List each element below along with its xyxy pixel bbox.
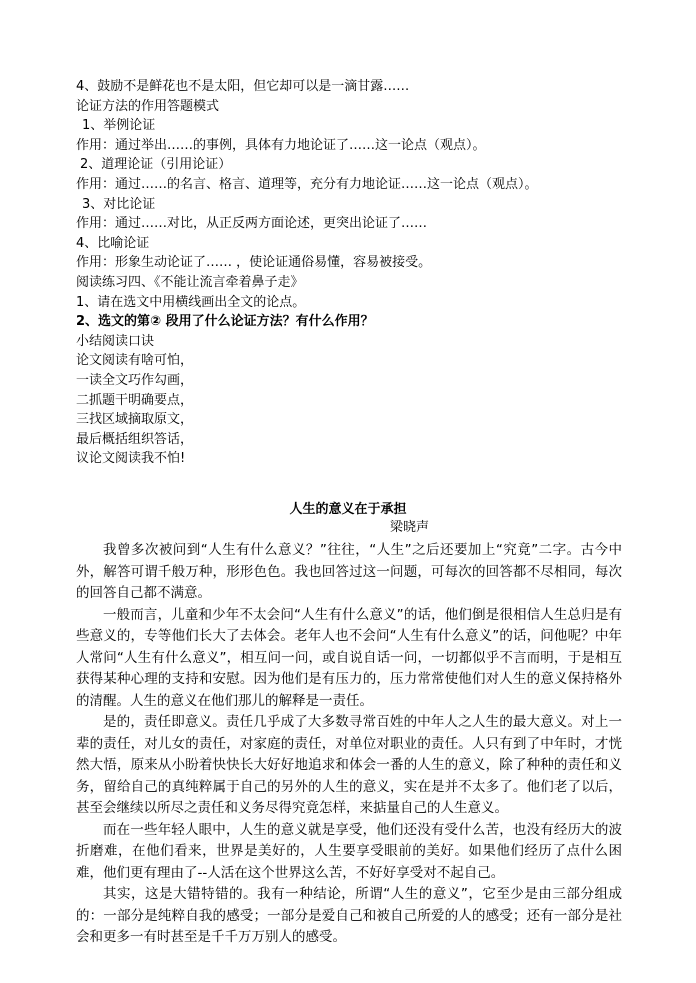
exercise-heading: 阅读练习四、《不能让流言牵着鼻子走》 xyxy=(76,274,304,290)
note-item-example-argument: 1、举例论证 xyxy=(82,118,156,134)
note-item-contrast-argument: 3、对比论证 xyxy=(82,196,156,212)
mnemonic-heading: 小结阅读口诀 xyxy=(76,333,155,349)
mnemonic-line-2: 一读全文巧作勾画， xyxy=(76,372,194,388)
mnemonic-line-3: 二抓题干明确要点， xyxy=(76,392,194,408)
article-paragraph-5: 其实，这是大错特错的。我有一种结论，所谓“人生的意义”，它至少是由三部分组成的：一部分是纯粹自我的感受；一部分是爱自己和被自己所爱的人的感受；还有一部分是社会和更多一有时甚至是千千万万别人的感受。 xyxy=(76,886,622,945)
study-notes-section xyxy=(76,77,636,469)
article-paragraph-3: 是的，责任即意义。责任几乎成了大多数寻常百姓的中年人之人生的最大意义。对上一辈的责任，对儿女的责任，对家庭的责任，对单位对职业的责任。人只有到了中年时，才恍然大悟，原来从小盼着快快长大好好地追求和体会一番的人生的意义，除了种种的责任和义务，留给自己的真纯粹属于自己的另外的人生的意义，实在是并不太多了。他们老了以后，甚至会继续以所尽之责任和义务尽得究竟怎样，来掂量自己的人生意义。 xyxy=(76,714,622,816)
note-function-contrast: 作用：通过……对比，从正反两方面论述，更突出论证了…… xyxy=(76,216,428,232)
note-item-reasoning-argument: 2、道理论证（引用论证） xyxy=(80,157,232,173)
note-function-example: 作用：通过举出……的事例，具体有力地论证了……这一论点（观点）。 xyxy=(76,137,486,153)
note-item-metaphor-argument: 4、比喻论证 xyxy=(76,235,150,251)
mnemonic-line-5: 最后概括组织答话， xyxy=(76,431,194,447)
article-title: 人生的意义在于承担 xyxy=(289,502,407,517)
article-paragraph-1: 我曾多次被问到“人生有什么意义？”往往，“人生”之后还要加上“究竟”二字。古今中外，解答可谓千般万种，形形色色。我也回答过这一问题，可每次的回答都不尽相同，每次的回答自己都不满意。 xyxy=(76,542,622,601)
note-function-metaphor: 作用：形象生动论证了…… ，使论证通俗易懂，容易被接受。 xyxy=(76,255,432,271)
note-heading-methods: 论证方法的作用答题模式 xyxy=(76,98,220,114)
exercise-question-2: 2、选文的第② 段用了什么论证方法？有什么作用？ xyxy=(76,314,374,330)
exercise-question-1: 1、请在选文中用横线画出全文的论点。 xyxy=(76,294,306,310)
note-line-encouragement: 4、鼓励不是鲜花也不是太阳，但它却可以是一滴甘露…… xyxy=(76,79,410,94)
article-body xyxy=(76,540,622,949)
mnemonic-line-4: 三找区域摘取原文， xyxy=(76,412,194,428)
mnemonic-line-6: 议论文阅读我不怕! xyxy=(76,451,186,467)
note-function-reasoning: 作用：通过……的名言、格言、道理等，充分有力地论证……这一论点（观点）。 xyxy=(76,176,538,192)
article-paragraph-2: 一般而言，儿童和少年不太会问“人生有什么意义”的话，他们倒是很相信人生总归是有些意义的，专等他们长大了去体会。老年人也不会问“人生有什么意义”的话，问他呢？中年人常问“人生有什么意义”，相互问一问，或自说自话一问，一切都似乎不言而明，于是相互获得某种心理的支持和安慰。因为他们是有压力的，压力常常使他们对人生的意义保持格外的清醒。人生的意义在他们那儿的解释是一责任。 xyxy=(76,606,622,709)
article-author: 梁晓声 xyxy=(390,520,430,535)
article-paragraph-4: 而在一些年轻人眼中，人生的意义就是享受，他们还没有受什么苦，也没有经历大的波折磨难，在他们看来，世界是美好的，人生要享受眼前的美好。如果他们经历了点什么困难，他们更有理由了--人活在这个世界这么苦，不好好享受对不起自己。 xyxy=(76,821,622,881)
mnemonic-line-1: 论文阅读有啥可怕， xyxy=(76,353,194,369)
